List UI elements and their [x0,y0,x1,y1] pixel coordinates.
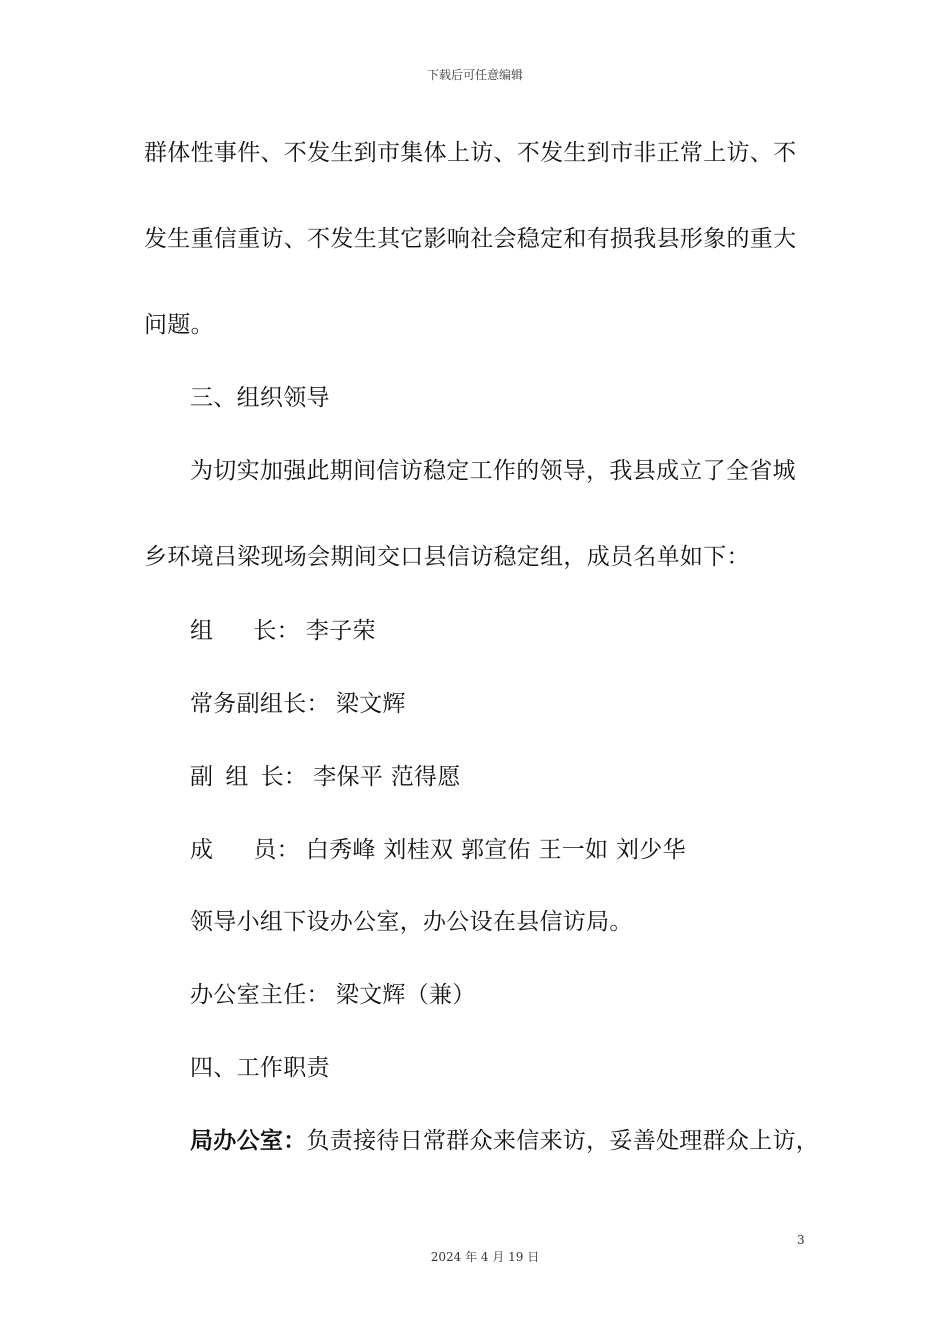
paragraph-line-2: 乡环境吕梁现场会期间交口县信访稳定组，成员名单如下： [144,544,750,570]
deputy-label-c: 长： [260,764,308,790]
office-director-label: 办公室主任： [190,982,330,1008]
body-line-2: 发生重信重访、不发生其它影响社会稳定和有损我县形象的重大 [144,226,797,252]
deputy-row [190,762,461,792]
office-director-row [190,980,476,1010]
executive-deputy-name: 梁文辉 [335,691,406,717]
members-label-b: 员： [253,837,300,863]
executive-deputy-row [190,689,406,719]
page-footer-date: 2024 年 4 月 19 日 [430,1250,540,1264]
leader-label-a: 组 [190,618,214,644]
duty-text: 负责接待日常群众来信来访，妥善处理群众上访， [306,1128,820,1154]
section-heading-4: 四、工作职责 [190,1055,330,1081]
members-label-a: 成 [190,837,214,863]
paragraph-line-1: 为切实加强此期间信访稳定工作的领导，我县成立了全省城 [190,458,796,484]
office-setup-line: 领导小组下设办公室，办公设在县信访局。 [190,909,633,935]
office-director-name: 梁文辉（兼） [335,982,476,1008]
body-line-3: 问题。 [144,312,214,338]
leader-label-b: 长： [253,618,300,644]
leader-name: 李子荣 [305,618,376,644]
deputy-label-a: 副 [190,764,214,790]
page-number: 3 [797,1233,805,1247]
page-header: 下载后可任意编辑 [426,68,523,82]
duty-row [190,1126,819,1156]
body-line-1: 群体性事件、不发生到市集体上访、不发生到市非正常上访、不 [144,140,797,166]
members-names: 白秀峰 刘桂双 郭宣佑 王一如 刘少华 [305,837,686,863]
section-heading-3: 三、组织领导 [190,385,330,411]
executive-deputy-label: 常务副组长： [190,691,330,717]
leader-row [190,616,376,646]
deputy-names: 李保平 范得愿 [313,764,461,790]
members-row [190,835,686,865]
deputy-label-b: 组 [225,764,249,790]
duty-label: 局办公室： [190,1128,307,1154]
